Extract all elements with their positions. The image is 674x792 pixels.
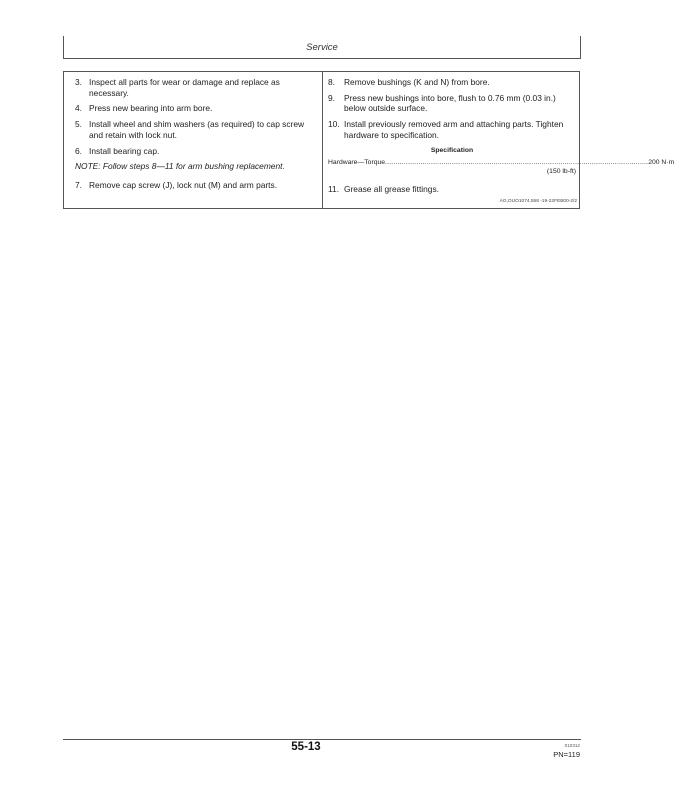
page-number: 55-13 bbox=[291, 741, 321, 753]
specification-value: 200 N·m bbox=[648, 159, 674, 167]
footer-rule bbox=[63, 739, 581, 740]
step-text: Grease all grease fittings. bbox=[344, 184, 439, 195]
specification-title: Specification bbox=[430, 146, 474, 154]
step-text: Press new bearing into arm bore. bbox=[89, 103, 213, 114]
footer-code: 010312 bbox=[564, 743, 580, 748]
step-7 bbox=[75, 180, 315, 191]
step-3 bbox=[75, 77, 315, 98]
step-4 bbox=[75, 103, 315, 114]
step-number: 8. bbox=[328, 77, 335, 87]
left-column bbox=[75, 77, 315, 196]
specification-leader-dots: .............................................................................................................................. bbox=[385, 159, 649, 167]
step-text: Press new bushings into bore, flush to 0.76 mm (0.03 in.) below outside surface. bbox=[344, 92, 556, 114]
step-5 bbox=[75, 119, 315, 140]
step-number: 4. bbox=[75, 103, 82, 114]
specification-alt-value: (150 lb-ft) bbox=[546, 168, 576, 176]
step-number: 11. bbox=[328, 184, 340, 195]
step-text: Install wheel and shim washers (as required) to cap screw and retain with lock nut. bbox=[89, 119, 305, 140]
step-8 bbox=[328, 77, 576, 88]
step-number: 6. bbox=[75, 145, 82, 156]
header-bottom-rule bbox=[63, 58, 581, 59]
column-divider bbox=[322, 71, 323, 209]
step-number: 5. bbox=[75, 119, 82, 130]
step-number: 7. bbox=[75, 179, 82, 190]
step-6 bbox=[75, 146, 315, 157]
step-text: Remove bushings (K and N) from bore. bbox=[344, 77, 490, 87]
right-column bbox=[328, 77, 674, 200]
step-text: Remove cap screw (J), lock nut (M) and arm parts. bbox=[89, 179, 278, 190]
step-11 bbox=[328, 184, 576, 195]
step-9 bbox=[328, 93, 576, 114]
step-10 bbox=[328, 119, 576, 140]
step-number: 3. bbox=[75, 77, 82, 87]
step-number: 9. bbox=[328, 92, 335, 103]
specification-label: Hardware—Torque bbox=[328, 159, 386, 167]
document-code: AG,OUO1074,558 -19-22FEB00-2/2 bbox=[499, 199, 577, 204]
section-title: Service bbox=[306, 42, 338, 53]
step-text: Install previously removed arm and attaching parts. Tighten hardware to specification. bbox=[344, 119, 564, 140]
step-number: 10. bbox=[328, 119, 340, 130]
note-text: NOTE: Follow steps 8—11 for arm bushing replacement. bbox=[75, 161, 285, 172]
step-text: Inspect all parts for wear or damage and replace as necessary. bbox=[89, 77, 280, 98]
footer-pn: PN=119 bbox=[553, 750, 580, 759]
specification-row bbox=[328, 158, 674, 167]
step-text: Install bearing cap. bbox=[89, 145, 160, 156]
